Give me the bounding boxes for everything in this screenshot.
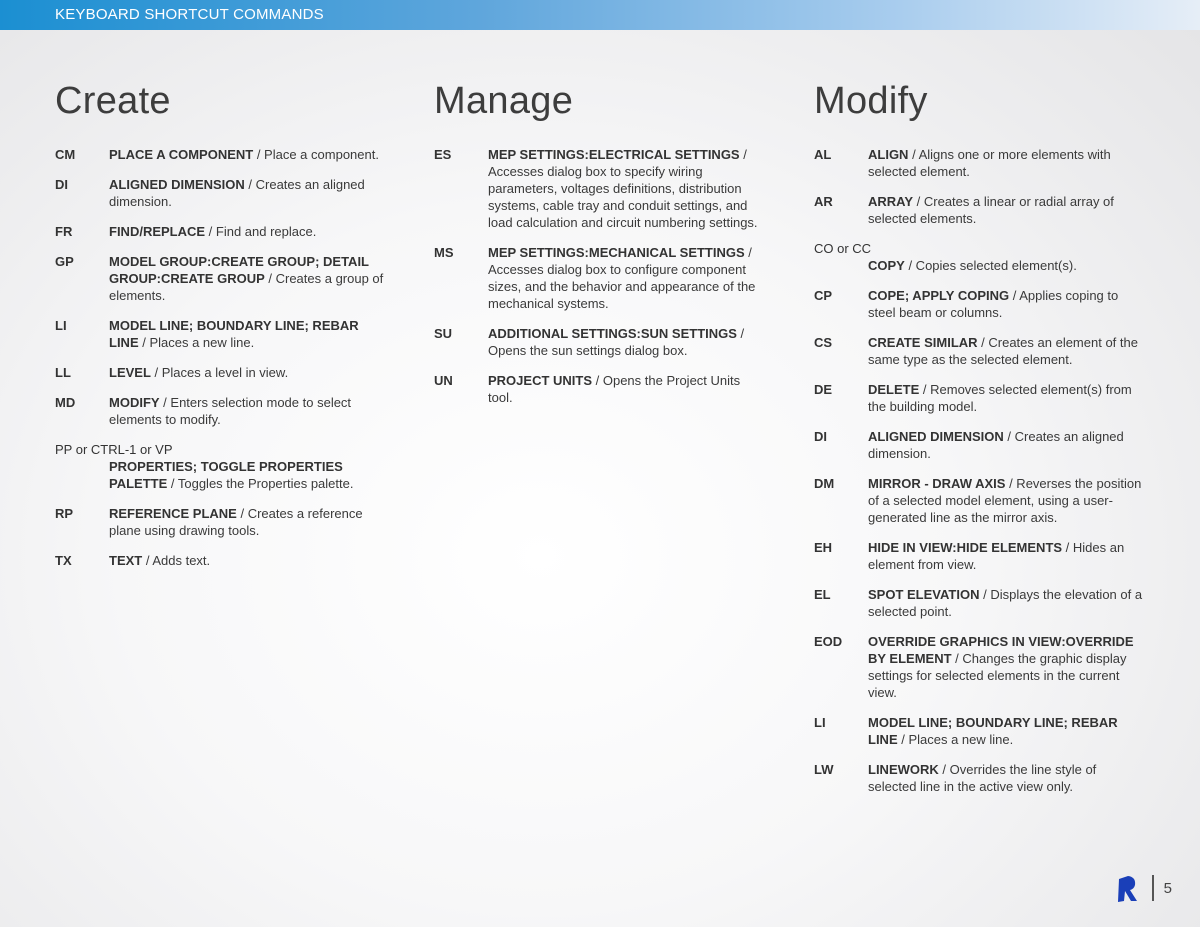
command-name: OVERRIDE GRAPHICS IN VIEW:OVERRIDE BY ELEMENT — [868, 634, 1134, 666]
command-name: PROPERTIES; TOGGLE PROPERTIES PALETTE — [109, 459, 343, 491]
command-name: PROJECT UNITS — [488, 373, 593, 388]
command-name: MODEL LINE; BOUNDARY LINE; REBAR LINE — [109, 318, 359, 350]
divider — [1152, 875, 1154, 901]
shortcut-entry — [55, 505, 395, 539]
shortcut-code: DE — [814, 382, 833, 397]
shortcut-code: CP — [814, 288, 833, 303]
command-name: DELETE — [868, 382, 920, 397]
shortcut-entry — [814, 428, 1154, 462]
command-description: / Places a new line. — [897, 732, 1014, 747]
shortcut-description — [868, 714, 1148, 748]
command-name: REFERENCE PLANE — [109, 506, 237, 521]
shortcut-entry — [55, 441, 395, 492]
command-description: / Places a level in view. — [150, 365, 289, 380]
command-description: / Creates an aligned dimension. — [109, 177, 365, 209]
command-name: PLACE A COMPONENT — [109, 147, 254, 162]
shortcut-entry — [814, 761, 1154, 795]
shortcut-code: PP or CTRL-1 or VP — [55, 442, 173, 457]
shortcut-code: EL — [814, 587, 831, 602]
command-description: / Opens the sun settings dialog box. — [488, 326, 745, 358]
shortcut-code: AR — [814, 194, 833, 209]
command-name: ALIGNED DIMENSION — [109, 177, 245, 192]
header-title: KEYBOARD SHORTCUT COMMANDS — [55, 6, 324, 23]
shortcut-code: MS — [434, 245, 454, 260]
shortcut-entry — [434, 244, 774, 312]
shortcut-description — [868, 381, 1148, 415]
command-name: MODEL GROUP:CREATE GROUP; DETAIL GROUP:CREATE GROUP — [109, 254, 369, 286]
shortcut-description — [488, 146, 768, 231]
shortcut-code: FR — [55, 224, 73, 239]
shortcut-description — [868, 146, 1148, 180]
shortcut-entry — [434, 146, 774, 231]
shortcut-code: LL — [55, 365, 71, 380]
shortcut-description — [109, 146, 389, 163]
command-name: ARRAY — [868, 194, 914, 209]
command-description: / Enters selection mode to select elements to modify. — [109, 395, 352, 427]
shortcut-description — [109, 317, 389, 351]
shortcut-code: DI — [814, 429, 827, 444]
command-description: / Applies coping to steel beam or columns. — [868, 288, 1119, 320]
command-name: MEP SETTINGS:ELECTRICAL SETTINGS — [488, 147, 740, 162]
command-description: / Overrides the line style of selected line in the active view only. — [868, 762, 1097, 794]
shortcut-entry — [55, 364, 395, 381]
shortcut-entry — [814, 381, 1154, 415]
page-footer — [1116, 873, 1172, 903]
command-description: / Accesses dialog box to specify wiring parameters, voltages definitions, distribution systems, cable tray and conduit settings, and load calculation and circuit numbering settings. — [488, 147, 758, 230]
shortcut-entry — [55, 552, 395, 569]
shortcut-description — [868, 257, 1148, 274]
shortcut-code: DI — [55, 177, 68, 192]
shortcut-code: RP — [55, 506, 74, 521]
shortcut-code: LW — [814, 762, 834, 777]
command-description: / Creates an aligned dimension. — [868, 429, 1124, 461]
shortcut-entry — [814, 146, 1154, 180]
shortcut-entry — [814, 287, 1154, 321]
shortcut-code: AL — [814, 147, 832, 162]
manage-column — [434, 80, 774, 419]
command-name: HIDE IN VIEW:HIDE ELEMENTS — [868, 540, 1063, 555]
shortcut-code: UN — [434, 373, 453, 388]
command-name: LEVEL — [109, 365, 151, 380]
command-name: ADDITIONAL SETTINGS:SUN SETTINGS — [488, 326, 737, 341]
shortcut-code: LI — [55, 318, 67, 333]
shortcut-entry — [55, 176, 395, 210]
shortcut-description — [868, 539, 1148, 573]
command-name: COPE; APPLY COPING — [868, 288, 1010, 303]
command-name: MODEL LINE; BOUNDARY LINE; REBAR LINE — [868, 715, 1118, 747]
shortcut-description — [488, 244, 768, 312]
command-name: MIRROR - DRAW AXIS — [868, 476, 1006, 491]
shortcut-entry — [55, 146, 395, 163]
create-column — [55, 80, 395, 582]
command-description: / Place a component. — [253, 147, 379, 162]
shortcut-description — [868, 428, 1148, 462]
command-name: ALIGN — [868, 147, 909, 162]
shortcut-description — [868, 287, 1148, 321]
page-number: 5 — [1163, 879, 1172, 897]
shortcut-code: CO or CC — [814, 241, 872, 256]
shortcut-description — [109, 394, 389, 428]
shortcut-code: MD — [55, 395, 76, 410]
shortcut-description — [488, 372, 768, 406]
shortcut-entry — [814, 475, 1154, 526]
shortcut-entry — [814, 240, 1154, 274]
shortcut-entry — [814, 714, 1154, 748]
shortcut-entry — [434, 325, 774, 359]
shortcut-description — [109, 458, 389, 492]
section-title: Manage — [434, 80, 574, 122]
command-description: / Aligns one or more elements with selected element. — [868, 147, 1111, 179]
shortcut-description — [109, 552, 389, 569]
command-description: / Creates a reference plane using drawing tools. — [109, 506, 363, 538]
shortcut-description — [109, 505, 389, 539]
shortcut-entry — [434, 372, 774, 406]
command-description: / Opens the Project Units tool. — [488, 373, 741, 405]
shortcut-description — [868, 633, 1148, 701]
shortcut-description — [109, 223, 389, 240]
shortcut-entry — [814, 633, 1154, 701]
shortcut-code: CS — [814, 335, 833, 350]
shortcut-entry — [814, 193, 1154, 227]
shortcut-entry — [814, 539, 1154, 573]
command-name: COPY — [868, 258, 905, 273]
command-description: / Places a new line. — [138, 335, 255, 350]
shortcut-description — [109, 364, 389, 381]
modify-column — [814, 80, 1154, 808]
command-description: / Accesses dialog box to configure component sizes, and the behavior and appearance of the mechanical systems. — [488, 245, 756, 311]
command-description: / Creates a group of elements. — [109, 271, 384, 303]
shortcut-code: TX — [55, 553, 72, 568]
shortcut-description — [868, 475, 1148, 526]
command-description: / Copies selected element(s). — [904, 258, 1077, 273]
shortcut-entry — [55, 223, 395, 240]
shortcut-code: CM — [55, 147, 76, 162]
command-description: / Displays the elevation of a selected point. — [868, 587, 1143, 619]
command-name: SPOT ELEVATION — [868, 587, 980, 602]
command-name: MEP SETTINGS:MECHANICAL SETTINGS — [488, 245, 745, 260]
shortcut-code: GP — [55, 254, 74, 269]
section-title: Create — [55, 80, 171, 122]
shortcut-entry — [55, 253, 395, 304]
command-name: CREATE SIMILAR — [868, 335, 978, 350]
shortcut-description — [868, 193, 1148, 227]
shortcut-code: EOD — [814, 634, 843, 649]
shortcut-code: LI — [814, 715, 826, 730]
shortcut-description — [868, 586, 1148, 620]
shortcut-code: SU — [434, 326, 453, 341]
command-name: LINEWORK — [868, 762, 939, 777]
command-name: MODIFY — [109, 395, 160, 410]
command-description: / Creates a linear or radial array of selected elements. — [868, 194, 1114, 226]
command-description: / Changes the graphic display settings for selected elements in the current view. — [868, 651, 1127, 700]
shortcut-entry — [55, 394, 395, 428]
shortcut-description — [868, 334, 1148, 368]
command-description: / Adds text. — [142, 553, 211, 568]
header-bar — [0, 0, 1200, 30]
command-name: ALIGNED DIMENSION — [868, 429, 1004, 444]
command-description: / Reverses the position of a selected model element, using a user-generated line as the mirror axis. — [868, 476, 1142, 525]
command-description: / Creates an element of the same type as the selected element. — [868, 335, 1138, 367]
shortcut-description — [109, 253, 389, 304]
shortcut-code: DM — [814, 476, 835, 491]
command-name: TEXT — [109, 553, 143, 568]
shortcut-entry — [55, 317, 395, 351]
command-name: FIND/REPLACE — [109, 224, 206, 239]
section-title: Modify — [814, 80, 928, 122]
command-description: / Find and replace. — [205, 224, 317, 239]
shortcut-description — [868, 761, 1148, 795]
command-description: / Hides an element from view. — [868, 540, 1125, 572]
revit-logo-icon — [1116, 873, 1140, 903]
shortcut-entry — [814, 586, 1154, 620]
shortcut-code: EH — [814, 540, 833, 555]
shortcut-description — [109, 176, 389, 210]
command-description: / Removes selected element(s) from the building model. — [868, 382, 1132, 414]
shortcut-entry — [814, 334, 1154, 368]
command-description: / Toggles the Properties palette. — [167, 476, 354, 491]
shortcut-code: ES — [434, 147, 452, 162]
shortcut-description — [488, 325, 768, 359]
